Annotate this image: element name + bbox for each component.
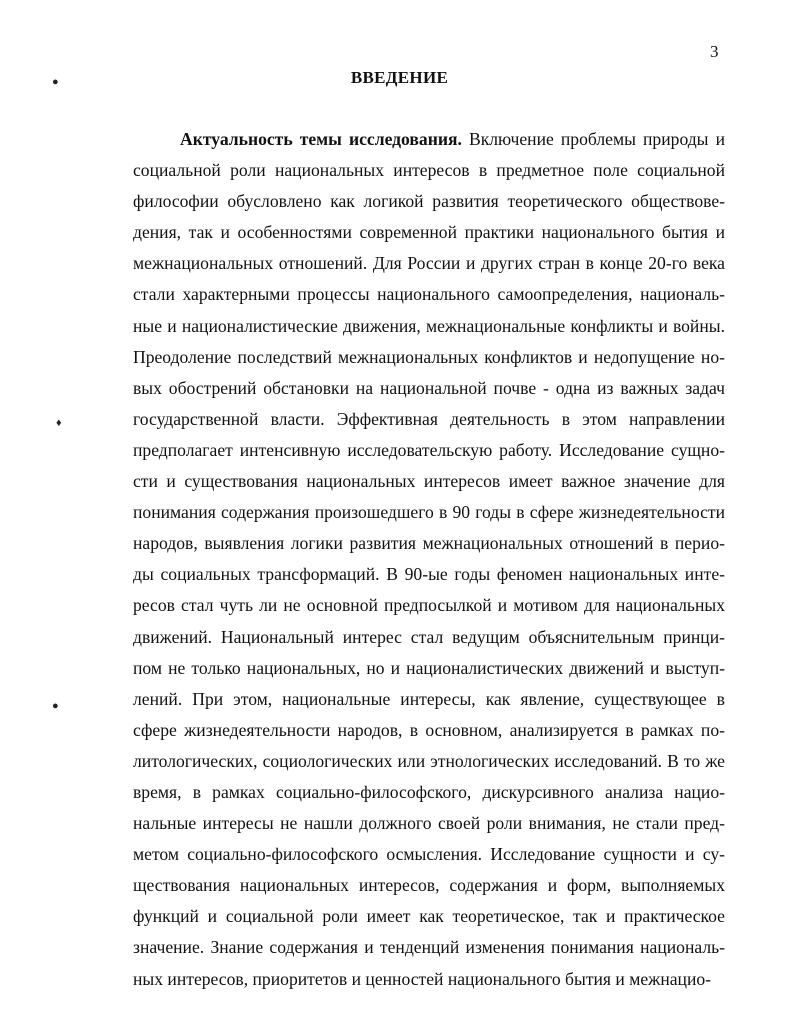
paragraph-first-line (133, 124, 725, 155)
text-line: ды социальных трансформаций. В 90-ые годы феномен национальных инте- (133, 564, 725, 585)
first-line-text: Включение проблемы природы и (461, 129, 725, 149)
text-line: ществования национальных интересов, содержания и форм, выполняемых (133, 875, 725, 896)
text-line: вых обострений обстановки на национальной почве - одна из важных задач (133, 377, 725, 398)
scan-speck: ♦ (56, 417, 62, 429)
text-line: дения, так и особенностями современной практики национального бытия и (133, 222, 725, 243)
text-line: ресов стал чуть ли не основной предпосылкой и мотивом для национальных (133, 595, 725, 616)
paragraph-lines (133, 155, 725, 995)
text-line: время, в рамках социально-философского, дискурсивного анализа нацио- (133, 781, 725, 802)
text-line: сфере жизнедеятельности народов, в основном, анализируется в рамках по- (133, 719, 725, 740)
text-line: метом социально-философского осмысления. Исследование сущности и су- (133, 844, 725, 865)
text-line: пом не только национальных, но и националистических движений и выступ- (133, 657, 725, 678)
text-line: понимания содержания произошедшего в 90 годы в сфере жизнедеятельности (133, 502, 725, 523)
text-line: государственной власти. Эффективная деятельность в этом направлении (133, 408, 725, 429)
text-line: Преодоление последствий межнациональных конфликтов и недопущение но- (133, 346, 725, 367)
text-line: ных интересов, приоритетов и ценностей национального бытия и межнацио- (133, 968, 712, 989)
text-line: предполагает интенсивную исследовательскую работу. Исследование сущно- (133, 439, 725, 460)
text-line: движений. Национальный интерес стал ведущим объяснительным принци- (133, 626, 725, 647)
section-heading: ВВЕДЕНИЕ (350, 68, 449, 87)
page-number: 3 (710, 42, 719, 61)
text-line: стали характерными процессы национального самоопределения, националь- (133, 284, 725, 305)
text-line: философии обусловлено как логикой развития теоретического обществове- (133, 191, 725, 212)
text-line: ные и националистические движения, межнациональные конфликты и войны. (133, 315, 725, 336)
scan-speck: ● (52, 700, 59, 712)
text-line: народов, выявления логики развития межнациональных отношений в перио- (133, 533, 725, 554)
text-line: функций и социальной роли имеет как теоретическое, так и практическое (133, 906, 725, 927)
text-line: сти и существования национальных интересов имеет важное значение для (133, 471, 725, 492)
text-line: лений. При этом, национальные интересы, как явление, существующее в (133, 688, 725, 709)
lead-phrase: Актуальность темы исследования. (180, 129, 462, 149)
body-text (133, 124, 725, 995)
text-line: межнациональных отношений. Для России и других стран в конце 20-го века (133, 253, 725, 274)
text-line: нальные интересы не нашли должного своей роли внимания, не стали пред- (133, 813, 725, 834)
text-line: значение. Знание содержания и тенденций изменения понимания националь- (133, 937, 725, 958)
text-line: литологических, социологических или этнологических исследований. В то же (133, 750, 725, 771)
scan-speck: ● (52, 76, 59, 88)
text-line: социальной роли национальных интересов в предметное поле социальной (133, 160, 725, 181)
